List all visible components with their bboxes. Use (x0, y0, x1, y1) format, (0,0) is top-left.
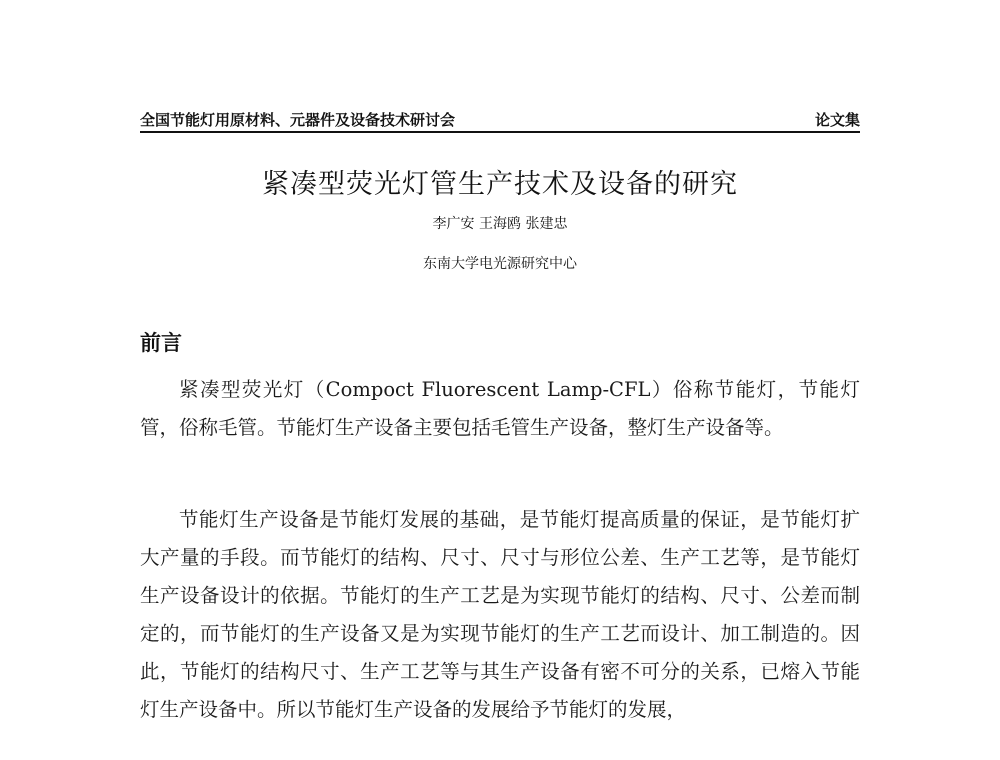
paper-title: 紧凑型荧光灯管生产技术及设备的研究 (262, 169, 738, 200)
running-header (140, 107, 860, 133)
body-paragraph-2 (140, 501, 860, 729)
paper-affiliation: 东南大学电光源研究中心 (423, 256, 577, 272)
body-paragraph-1 (140, 371, 860, 447)
collection-label: 论文集 (814, 111, 860, 129)
section-heading: 前言 (140, 330, 182, 355)
conference-name: 全国节能灯用原材料、元器件及设备技术研讨会 (140, 111, 456, 129)
paragraph-text: 节能灯生产设备是节能灯发展的基础，是节能灯提高质量的保证，是节能灯扩大产量的手段。而节能灯的结构、尺寸、尺寸与形位公差、生产工艺等，是节能灯生产设备设计的依据。节能灯的生产工艺是为实现节能灯的结构、尺寸、公差而制定的，而节能灯的生产设备又是为实现节能灯的生产工艺而设计、加工制造的。因此，节能灯的结构尺寸、生产工艺等与其生产设备有密不可分的关系，已熔入节能灯生产设备中。所以节能灯生产设备的发展给予节能灯的发展， (140, 508, 860, 721)
paper-authors: 李广安 王海鸥 张建忠 (432, 216, 568, 232)
paragraph-text: 紧凑型荧光灯（Compoct Fluorescent Lamp-CFL）俗称节能灯，节能灯管，俗称毛管。节能灯生产设备主要包括毛管生产设备，整灯生产设备等。 (140, 378, 860, 439)
